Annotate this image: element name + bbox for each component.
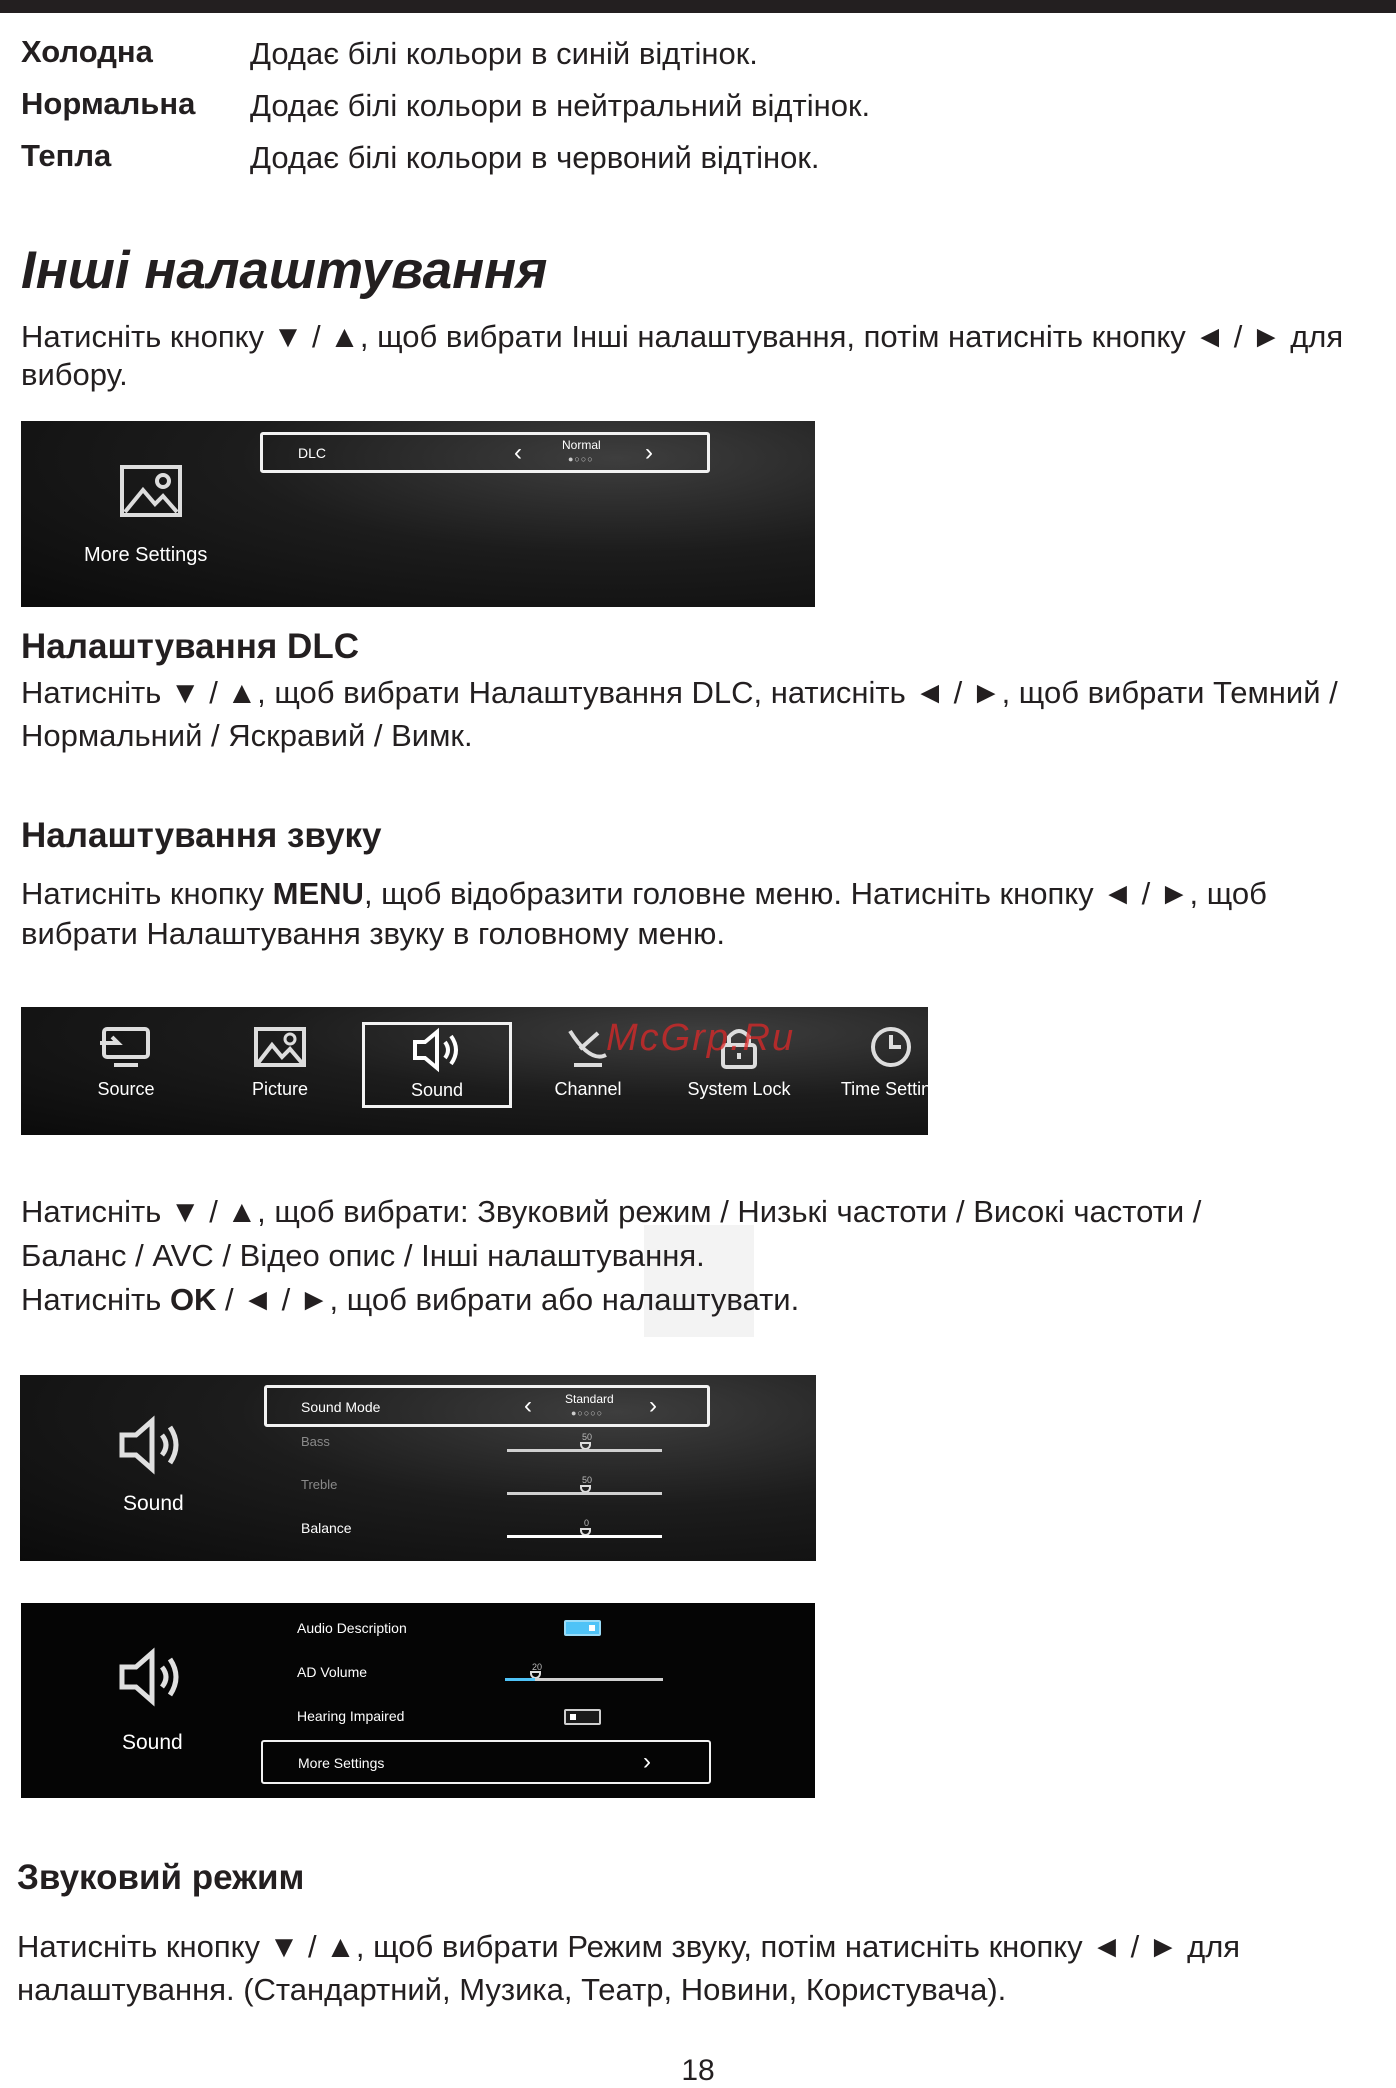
menu-item-time-setting[interactable] — [816, 1007, 966, 1135]
treble-value: 50 — [582, 1475, 593, 1485]
balance-label: Balance — [301, 1520, 352, 1536]
desc-normal: Додає білі кольори в нейтральний відтінок. — [250, 88, 871, 123]
balance-slider[interactable] — [507, 1535, 662, 1538]
main-menu-bar — [21, 1007, 942, 1135]
menu-label-sound: Sound — [410, 1080, 464, 1100]
ok-keyword: OK — [169, 1282, 217, 1317]
text-run: , щоб відобразити головне меню. Натисніть кнопку ◄ / ►, щоб — [363, 876, 1267, 911]
other-settings-line1: Натисніть кнопку ▼ / ▲, щоб вибрати Інші налаштування, потім натисніть кнопку ◄ / ► для — [21, 319, 1344, 354]
ad-volume-label: AD Volume — [297, 1664, 368, 1680]
desc-warm: Додає білі кольори в червоний відтінок. — [250, 140, 820, 175]
option-dots: ●○○○ — [568, 454, 594, 464]
dlc-row[interactable] — [260, 432, 710, 473]
chevron-right-icon[interactable]: › — [643, 1748, 651, 1775]
ad-volume-fill — [505, 1678, 535, 1681]
menu-label-channel: Channel — [554, 1079, 622, 1099]
watermark: McGrp.Ru — [606, 1017, 796, 1059]
dlc-line1: Натисніть ▼ / ▲, щоб вибрати Налаштування DLC, натисніть ◄ / ►, щоб вибрати Темний / — [21, 675, 1338, 710]
sound-mode-line2: налаштування. (Стандартний, Музика, Театр, Новини, Користувача). — [17, 1972, 1007, 2007]
instructions-line3 — [21, 1279, 799, 1321]
audio-description-toggle[interactable] — [564, 1620, 601, 1636]
menu-label-picture: Picture — [251, 1079, 309, 1099]
more-settings-screen — [21, 421, 815, 607]
menu-item-sound[interactable] — [362, 1022, 512, 1108]
more-settings-label: More Settings — [298, 1755, 385, 1771]
sound-mode-row[interactable] — [264, 1385, 710, 1427]
sound-label: Sound — [123, 1492, 184, 1515]
clock-icon — [863, 1025, 919, 1069]
dlc-line2: Нормальний / Яскравий / Вимк. — [21, 718, 473, 753]
menu-label-system-lock: System Lock — [687, 1079, 791, 1099]
hearing-impaired-label: Hearing Impaired — [297, 1708, 405, 1724]
chevron-right-icon[interactable]: › — [645, 439, 653, 466]
menu-label-source: Source — [97, 1079, 155, 1099]
term-cold: Холодна — [21, 34, 153, 69]
dlc-heading: Налаштування DLC — [21, 627, 359, 666]
sound-menu-screen-1 — [20, 1375, 816, 1561]
speaker-icon — [409, 1028, 465, 1072]
sound-mode-heading: Звуковий режим — [17, 1858, 305, 1897]
other-settings-line2: вибору. — [21, 357, 128, 392]
picture-icon — [119, 464, 183, 518]
more-settings-label: More Settings — [84, 544, 208, 566]
picture-icon — [252, 1025, 308, 1069]
term-warm: Тепла — [21, 138, 112, 173]
treble-label: Treble — [301, 1477, 338, 1492]
treble-slider[interactable] — [507, 1492, 662, 1495]
audio-description-label: Audio Description — [297, 1620, 407, 1636]
top-rule — [0, 0, 1396, 13]
chevron-left-icon[interactable]: ‹ — [514, 439, 522, 466]
more-settings-row[interactable] — [261, 1740, 711, 1784]
bass-slider[interactable] — [507, 1449, 662, 1452]
sound-settings-line2: вибрати Налаштування звуку в головному меню. — [21, 916, 725, 951]
instructions-line2: Баланс / AVC / Відео опис / Інші налаштування. — [21, 1238, 705, 1273]
dlc-label: DLC — [298, 445, 327, 461]
speaker-icon — [118, 1647, 188, 1707]
other-settings-heading: Інші налаштування — [21, 241, 548, 300]
chevron-right-icon[interactable]: › — [649, 1392, 657, 1419]
sound-menu-screen-2 — [21, 1603, 815, 1798]
instructions-line1: Натисніть ▼ / ▲, щоб вибрати: Звуковий режим / Низькі частоти / Високі частоти / — [21, 1194, 1202, 1229]
balance-value: 0 — [584, 1518, 590, 1528]
bass-value: 50 — [582, 1432, 593, 1442]
desc-cold: Додає білі кольори в синій відтінок. — [250, 36, 758, 71]
chevron-left-icon[interactable]: ‹ — [524, 1392, 532, 1419]
page-number: 18 — [681, 2054, 715, 2087]
menu-keyword: MENU — [272, 876, 364, 911]
dlc-value: Normal — [562, 438, 601, 452]
menu-item-source[interactable] — [51, 1007, 201, 1135]
toggle-knob — [570, 1714, 576, 1720]
sound-settings-line1 — [21, 873, 1267, 915]
menu-label-time-setting: Time Setting — [840, 1079, 942, 1099]
option-dots: ●○○○○ — [571, 1408, 604, 1418]
sound-mode-label: Sound Mode — [301, 1399, 381, 1415]
text-run: Натисніть кнопку — [21, 876, 273, 911]
ad-volume-value: 20 — [532, 1662, 543, 1672]
sound-mode-line1: Натисніть кнопку ▼ / ▲, щоб вибрати Режим звуку, потім натисніть кнопку ◄ / ► для — [17, 1929, 1241, 1964]
speaker-icon — [118, 1415, 188, 1475]
text-run: Натисніть — [21, 1282, 170, 1317]
text-run: / ◄ / ►, щоб вибрати або налаштувати. — [216, 1282, 800, 1317]
source-icon — [98, 1025, 154, 1069]
toggle-knob — [589, 1625, 595, 1631]
hearing-impaired-toggle[interactable] — [564, 1709, 601, 1725]
sound-label: Sound — [122, 1731, 183, 1754]
bass-label: Bass — [301, 1434, 330, 1449]
sound-settings-heading: Налаштування звуку — [21, 816, 382, 855]
sound-mode-value: Standard — [565, 1392, 614, 1406]
menu-item-picture[interactable] — [205, 1007, 355, 1135]
term-normal: Нормальна — [21, 86, 196, 121]
